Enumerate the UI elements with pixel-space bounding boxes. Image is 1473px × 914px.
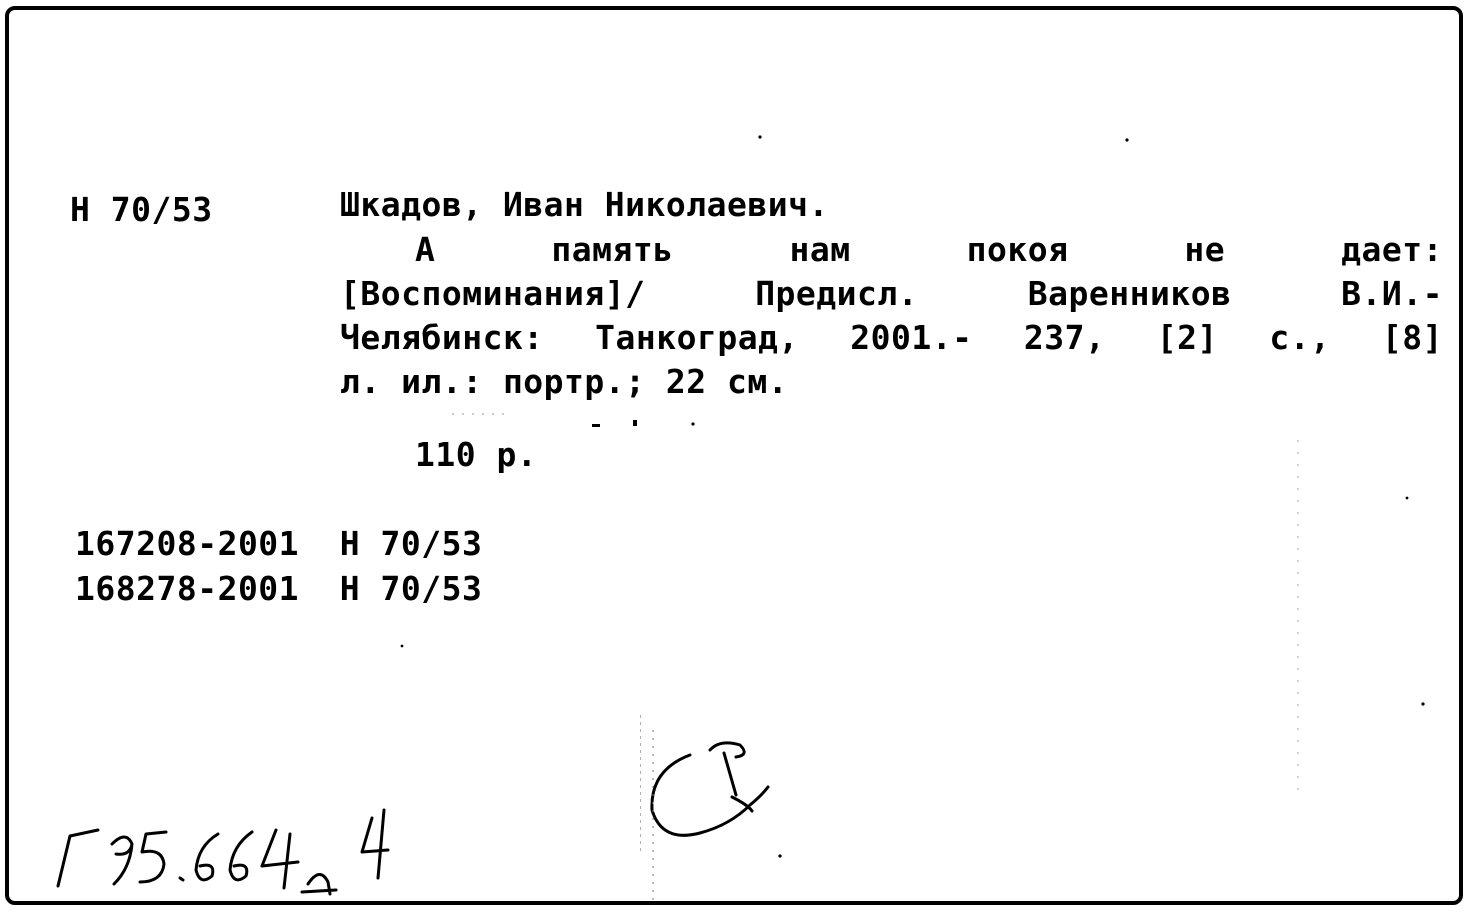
inventory-number: 168278-2001 [75, 569, 300, 608]
author-heading: Шкадов, Иван Николаевич. [340, 185, 829, 224]
description-line: л. ил.: портр.; 22 см. [340, 362, 789, 401]
inventory-shelf-mark: Н 70/53 [339, 569, 483, 608]
description-line: [Воспоминания]/ Предисл. Варенников В.И.- [340, 274, 1443, 313]
description-line: Челябинск: Танкоград, 2001.- 237, [2] с., [8] [340, 318, 1443, 357]
shelf-mark: Н 70/53 [70, 190, 213, 229]
description-line: А память нам покоя не дает: [415, 230, 1443, 269]
price: 110 р. [415, 435, 538, 474]
inventory-shelf-mark: Н 70/53 [339, 524, 483, 563]
inventory-number: 167208-2001 [75, 524, 300, 563]
